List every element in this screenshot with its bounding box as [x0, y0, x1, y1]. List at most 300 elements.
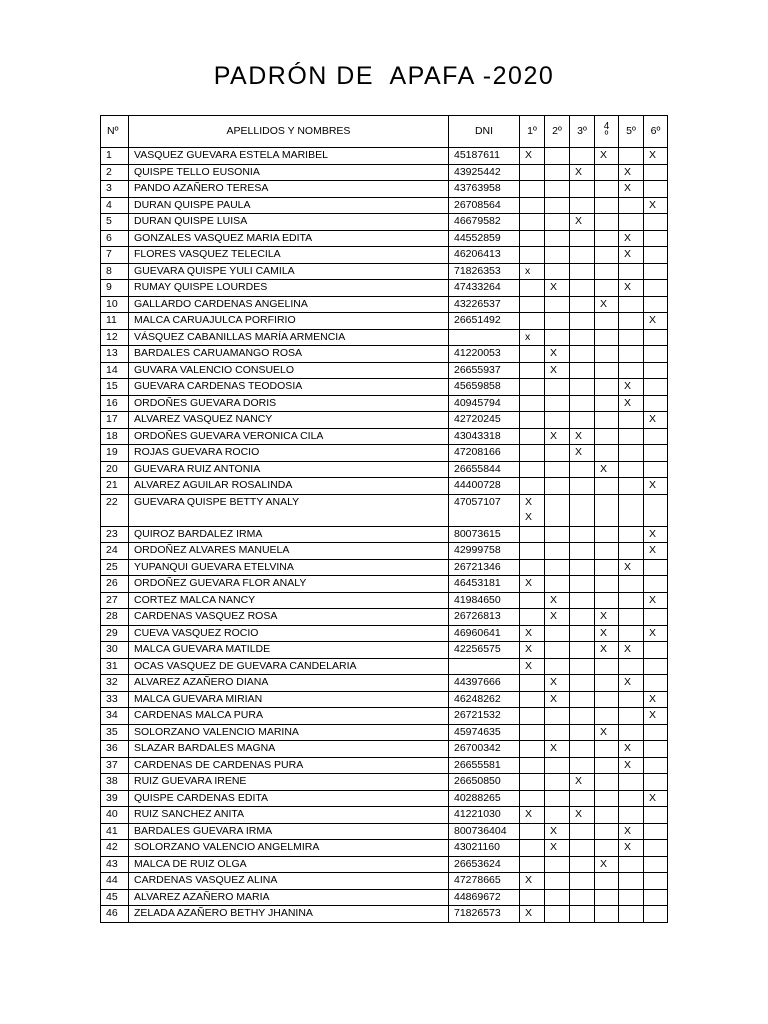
- row-number: 8: [101, 263, 129, 280]
- row-dni: 47057107: [449, 494, 520, 526]
- grade-4-mark: [595, 313, 619, 330]
- row-dni: 26721346: [449, 559, 520, 576]
- grade-3-mark: [570, 362, 595, 379]
- grade-5-mark: X: [619, 741, 644, 758]
- grade-1-mark: X: [520, 148, 545, 165]
- row-dni: 46453181: [449, 576, 520, 593]
- row-name: DURAN QUISPE PAULA: [129, 197, 449, 214]
- row-number: 4: [101, 197, 129, 214]
- grade-1-mark: [520, 724, 545, 741]
- row-number: 40: [101, 807, 129, 824]
- row-number: 13: [101, 346, 129, 363]
- grade-1-mark: [520, 774, 545, 791]
- row-name: ORDOÑES GUEVARA DORIS: [129, 395, 449, 412]
- grade-6-mark: [644, 445, 668, 462]
- row-dni: 47278665: [449, 873, 520, 890]
- grade-6-mark: [644, 362, 668, 379]
- grade-5-mark: X: [619, 559, 644, 576]
- table-row: [101, 164, 668, 181]
- row-name: GALLARDO CARDENAS ANGELINA: [129, 296, 449, 313]
- grade-5-mark: [619, 807, 644, 824]
- grade-1-mark: [520, 214, 545, 231]
- row-name: GUEVARA QUISPE YULI CAMILA: [129, 263, 449, 280]
- col-header-grade-2: 2º: [545, 116, 570, 148]
- grade-1-mark: [520, 478, 545, 495]
- grade-2-mark: X: [545, 823, 570, 840]
- grade-6-mark: X: [644, 478, 668, 495]
- grade-2-mark: [545, 559, 570, 576]
- row-name: SOLORZANO VALENCIO ANGELMIRA: [129, 840, 449, 857]
- grade-1-mark: [520, 280, 545, 297]
- grade-5-mark: [619, 296, 644, 313]
- grade-6-mark: [644, 807, 668, 824]
- grade-3-mark: X: [570, 774, 595, 791]
- row-dni: 41221030: [449, 807, 520, 824]
- grade-1-mark: [520, 362, 545, 379]
- table-row: [101, 247, 668, 264]
- grade-4-mark: [595, 873, 619, 890]
- grade-3-mark: [570, 263, 595, 280]
- table-row: [101, 280, 668, 297]
- grade-6-mark: [644, 395, 668, 412]
- row-dni: 26655937: [449, 362, 520, 379]
- grade-4-mark: [595, 592, 619, 609]
- grade-5-mark: [619, 576, 644, 593]
- grade-2-mark: [545, 774, 570, 791]
- grade-5-mark: [619, 658, 644, 675]
- row-number: 46: [101, 906, 129, 923]
- table-header: [101, 116, 668, 148]
- row-name: ROJAS GUEVARA ROCIO: [129, 445, 449, 462]
- grade-2-mark: [545, 181, 570, 198]
- grade-3-mark: [570, 313, 595, 330]
- grade-2-mark: X: [545, 675, 570, 692]
- grade-1-mark: [520, 823, 545, 840]
- grade-6-mark: [644, 214, 668, 231]
- grade-5-mark: [619, 148, 644, 165]
- row-number: 43: [101, 856, 129, 873]
- col-header-grade-5: 5º: [619, 116, 644, 148]
- grade-6-mark: [644, 757, 668, 774]
- table-row: [101, 412, 668, 429]
- grade-5-mark: [619, 329, 644, 346]
- grade-1-mark: [520, 741, 545, 758]
- grade-5-mark: X: [619, 181, 644, 198]
- table-row: [101, 840, 668, 857]
- grade-2-mark: [545, 478, 570, 495]
- table-body: [101, 148, 668, 923]
- grade-6-mark: [644, 296, 668, 313]
- row-dni: 44552859: [449, 230, 520, 247]
- grade-4-mark: [595, 280, 619, 297]
- row-number: 34: [101, 708, 129, 725]
- grade-3-mark: [570, 625, 595, 642]
- grade-4-mark: [595, 906, 619, 923]
- row-name: ALVAREZ AZAÑERO DIANA: [129, 675, 449, 692]
- row-dni: 26721532: [449, 708, 520, 725]
- row-name: ALVAREZ AZAÑERO MARIA: [129, 889, 449, 906]
- grade-6-mark: [644, 906, 668, 923]
- grade-4-mark: [595, 230, 619, 247]
- grade-2-mark: [545, 296, 570, 313]
- grade-5-mark: [619, 313, 644, 330]
- grade-2-mark: [545, 543, 570, 560]
- row-name: GUVARA VALENCIO CONSUELO: [129, 362, 449, 379]
- row-number: 20: [101, 461, 129, 478]
- grade-5-mark: [619, 691, 644, 708]
- row-number: 24: [101, 543, 129, 560]
- grade-3-mark: X: [570, 445, 595, 462]
- grade-2-mark: X: [545, 741, 570, 758]
- row-name: GONZALES VASQUEZ MARIA EDITA: [129, 230, 449, 247]
- row-number: 1: [101, 148, 129, 165]
- grade-3-mark: [570, 642, 595, 659]
- table-row: [101, 230, 668, 247]
- row-dni: 26650850: [449, 774, 520, 791]
- row-number: 25: [101, 559, 129, 576]
- padron-table: [100, 115, 668, 923]
- row-name: CUEVA VASQUEZ ROCIO: [129, 625, 449, 642]
- grade-2-mark: [545, 658, 570, 675]
- grade-6-mark: [644, 379, 668, 396]
- row-number: 38: [101, 774, 129, 791]
- grade-1-mark: [520, 461, 545, 478]
- grade-3-mark: [570, 889, 595, 906]
- row-name: MALCA GUEVARA MATILDE: [129, 642, 449, 659]
- col-header-grade-3: 3º: [570, 116, 595, 148]
- grade-4-mark: X: [595, 461, 619, 478]
- grade-5-mark: [619, 478, 644, 495]
- grade-2-mark: [545, 230, 570, 247]
- row-number: 27: [101, 592, 129, 609]
- grade-2-mark: [545, 790, 570, 807]
- grade-2-mark: [545, 724, 570, 741]
- grade-1-mark: X: [520, 642, 545, 659]
- grade-3-mark: [570, 840, 595, 857]
- row-number: 39: [101, 790, 129, 807]
- row-name: RUIZ SANCHEZ ANITA: [129, 807, 449, 824]
- grade-5-mark: X: [619, 164, 644, 181]
- row-number: 16: [101, 395, 129, 412]
- table-row: [101, 658, 668, 675]
- grade-4-mark: [595, 494, 619, 526]
- row-dni: [449, 329, 520, 346]
- row-dni: 42720245: [449, 412, 520, 429]
- row-number: 31: [101, 658, 129, 675]
- grade-1-mark: [520, 757, 545, 774]
- grade-1-mark: x: [520, 329, 545, 346]
- grade-3-mark: [570, 148, 595, 165]
- row-dni: 46248262: [449, 691, 520, 708]
- grade-4-mark: [595, 691, 619, 708]
- row-name: ALVAREZ AGUILAR ROSALINDA: [129, 478, 449, 495]
- grade-1-mark: [520, 346, 545, 363]
- grade-4-mark: [595, 741, 619, 758]
- grade-3-mark: [570, 181, 595, 198]
- grade-1-mark: [520, 559, 545, 576]
- row-dni: 26700342: [449, 741, 520, 758]
- grade-5-mark: [619, 873, 644, 890]
- grade-6-mark: X: [644, 625, 668, 642]
- grade-4-mark: [595, 708, 619, 725]
- grade-1-mark: [520, 856, 545, 873]
- grade-2-mark: X: [545, 592, 570, 609]
- grade-3-mark: [570, 724, 595, 741]
- grade-4-mark: [595, 362, 619, 379]
- grade-4-mark: [595, 247, 619, 264]
- row-number: 3: [101, 181, 129, 198]
- table-row: [101, 346, 668, 363]
- grade-4-mark: X: [595, 642, 619, 659]
- grade-4-mark: [595, 263, 619, 280]
- grade-1-mark: X: [520, 873, 545, 890]
- table-row: [101, 428, 668, 445]
- grade-1-mark: [520, 691, 545, 708]
- col-header-grade-4-top: 4: [603, 120, 610, 132]
- grade-5-mark: [619, 543, 644, 560]
- grade-1-mark: [520, 164, 545, 181]
- grade-5-mark: [619, 461, 644, 478]
- grade-1-mark: [520, 592, 545, 609]
- grade-3-mark: [570, 576, 595, 593]
- grade-4-mark: [595, 329, 619, 346]
- grade-4-mark: [595, 675, 619, 692]
- table-row: [101, 379, 668, 396]
- row-name: FLORES VASQUEZ TELECILA: [129, 247, 449, 264]
- table-row: [101, 543, 668, 560]
- row-number: 32: [101, 675, 129, 692]
- table-row: [101, 362, 668, 379]
- grade-2-mark: [545, 263, 570, 280]
- grade-5-mark: X: [619, 642, 644, 659]
- grade-4-mark: [595, 181, 619, 198]
- row-number: 36: [101, 741, 129, 758]
- row-name: ORDOÑEZ GUEVARA FLOR ANALY: [129, 576, 449, 593]
- grade-2-mark: [545, 412, 570, 429]
- grade-6-mark: [644, 461, 668, 478]
- grade-3-mark: [570, 856, 595, 873]
- grade-5-mark: X: [619, 840, 644, 857]
- grade-5-mark: [619, 774, 644, 791]
- row-name: ZELADA AZAÑERO BETHY JHANINA: [129, 906, 449, 923]
- table-row: [101, 395, 668, 412]
- table-row: [101, 313, 668, 330]
- grade-5-mark: [619, 790, 644, 807]
- table-row: [101, 807, 668, 824]
- grade-6-mark: [644, 559, 668, 576]
- table-row: [101, 675, 668, 692]
- row-dni: 26655844: [449, 461, 520, 478]
- grade-6-mark: [644, 642, 668, 659]
- grade-1-mark: [520, 790, 545, 807]
- row-dni: 43043318: [449, 428, 520, 445]
- grade-5-mark: [619, 494, 644, 526]
- grade-1-mark: [520, 379, 545, 396]
- table-row: [101, 790, 668, 807]
- grade-4-mark: [595, 526, 619, 543]
- page-title: PADRÓN DE APAFA -2020: [213, 62, 555, 90]
- table-row: [101, 757, 668, 774]
- grade-1-mark: [520, 708, 545, 725]
- row-dni: 43763958: [449, 181, 520, 198]
- grade-2-mark: [545, 164, 570, 181]
- grade-5-mark: [619, 889, 644, 906]
- grade-1-mark: X X: [520, 494, 545, 526]
- col-header-num: Nº: [101, 116, 129, 148]
- table-row: [101, 823, 668, 840]
- grade-1-mark: [520, 675, 545, 692]
- grade-4-mark: [595, 757, 619, 774]
- row-number: 11: [101, 313, 129, 330]
- table-row: [101, 214, 668, 231]
- row-name: RUIZ GUEVARA IRENE: [129, 774, 449, 791]
- row-number: 23: [101, 526, 129, 543]
- row-number: 9: [101, 280, 129, 297]
- grade-2-mark: [545, 889, 570, 906]
- grade-2-mark: X: [545, 691, 570, 708]
- grade-1-mark: [520, 428, 545, 445]
- row-name: YUPANQUI GUEVARA ETELVINA: [129, 559, 449, 576]
- grade-4-mark: [595, 164, 619, 181]
- row-dni: 40945794: [449, 395, 520, 412]
- grade-6-mark: [644, 675, 668, 692]
- grade-4-mark: [595, 790, 619, 807]
- grade-1-mark: [520, 412, 545, 429]
- table-row: [101, 873, 668, 890]
- row-name: ORDOÑEZ ALVARES MANUELA: [129, 543, 449, 560]
- grade-2-mark: X: [545, 280, 570, 297]
- grade-6-mark: [644, 823, 668, 840]
- grade-3-mark: [570, 790, 595, 807]
- table-row: [101, 494, 668, 526]
- grade-6-mark: X: [644, 197, 668, 214]
- table-row: [101, 889, 668, 906]
- row-dni: 43226537: [449, 296, 520, 313]
- row-name: VASQUEZ GUEVARA ESTELA MARIBEL: [129, 148, 449, 165]
- grade-4-mark: X: [595, 148, 619, 165]
- row-name: BARDALES GUEVARA IRMA: [129, 823, 449, 840]
- table-row: [101, 592, 668, 609]
- grade-5-mark: [619, 445, 644, 462]
- grade-1-mark: [520, 296, 545, 313]
- row-dni: 41220053: [449, 346, 520, 363]
- col-header-name: APELLIDOS Y NOMBRES: [129, 116, 449, 148]
- grade-4-mark: [595, 428, 619, 445]
- row-dni: 43925442: [449, 164, 520, 181]
- row-number: 45: [101, 889, 129, 906]
- row-dni: 42999758: [449, 543, 520, 560]
- table-row: [101, 148, 668, 165]
- row-dni: 80073615: [449, 526, 520, 543]
- col-header-grade-6: 6º: [644, 116, 668, 148]
- grade-2-mark: X: [545, 362, 570, 379]
- grade-4-mark: [595, 658, 619, 675]
- grade-4-mark: [595, 840, 619, 857]
- grade-2-mark: X: [545, 609, 570, 626]
- grade-3-mark: [570, 461, 595, 478]
- row-name: ORDOÑES GUEVARA VERONICA CILA: [129, 428, 449, 445]
- table-row: [101, 625, 668, 642]
- row-name: MALCA GUEVARA MIRIAN: [129, 691, 449, 708]
- grade-5-mark: X: [619, 247, 644, 264]
- grade-4-mark: X: [595, 296, 619, 313]
- row-dni: 71826353: [449, 263, 520, 280]
- grade-3-mark: [570, 906, 595, 923]
- grade-4-mark: [595, 889, 619, 906]
- row-number: 12: [101, 329, 129, 346]
- grade-2-mark: X: [545, 428, 570, 445]
- row-name: CARDENAS VASQUEZ ALINA: [129, 873, 449, 890]
- table-row: [101, 478, 668, 495]
- grade-3-mark: [570, 478, 595, 495]
- row-number: 28: [101, 609, 129, 626]
- grade-2-mark: [545, 807, 570, 824]
- grade-5-mark: [619, 346, 644, 363]
- row-name: GUEVARA RUIZ ANTONIA: [129, 461, 449, 478]
- grade-3-mark: [570, 280, 595, 297]
- row-number: 17: [101, 412, 129, 429]
- grade-5-mark: [619, 263, 644, 280]
- row-name: OCAS VASQUEZ DE GUEVARA CANDELARIA: [129, 658, 449, 675]
- row-number: 37: [101, 757, 129, 774]
- table-row: [101, 609, 668, 626]
- grade-4-mark: X: [595, 724, 619, 741]
- grade-6-mark: [644, 346, 668, 363]
- row-dni: 800736404: [449, 823, 520, 840]
- table-row: [101, 263, 668, 280]
- row-name: RUMAY QUISPE LOURDES: [129, 280, 449, 297]
- row-dni: 46206413: [449, 247, 520, 264]
- grade-2-mark: [545, 214, 570, 231]
- grade-1-mark: [520, 197, 545, 214]
- grade-3-mark: [570, 592, 595, 609]
- grade-6-mark: [644, 724, 668, 741]
- grade-3-mark: [570, 691, 595, 708]
- grade-4-mark: [595, 197, 619, 214]
- grade-5-mark: [619, 214, 644, 231]
- grade-1-mark: [520, 889, 545, 906]
- grade-1-mark: [520, 445, 545, 462]
- grade-6-mark: X: [644, 313, 668, 330]
- grade-2-mark: [545, 856, 570, 873]
- grade-1-mark: [520, 181, 545, 198]
- grade-4-mark: [595, 379, 619, 396]
- grade-2-mark: [545, 873, 570, 890]
- row-name: VÁSQUEZ CABANILLAS MARÍA ARMENCIA: [129, 329, 449, 346]
- row-name: SOLORZANO VALENCIO MARINA: [129, 724, 449, 741]
- grade-3-mark: [570, 197, 595, 214]
- grade-2-mark: [545, 148, 570, 165]
- row-number: 30: [101, 642, 129, 659]
- table-row: [101, 197, 668, 214]
- grade-6-mark: X: [644, 526, 668, 543]
- grade-3-mark: X: [570, 164, 595, 181]
- table-row: [101, 642, 668, 659]
- grade-6-mark: [644, 873, 668, 890]
- row-name: SLAZAR BARDALES MAGNA: [129, 741, 449, 758]
- grade-6-mark: [644, 774, 668, 791]
- grade-2-mark: X: [545, 840, 570, 857]
- row-number: 33: [101, 691, 129, 708]
- table-row: [101, 691, 668, 708]
- grade-4-mark: [595, 395, 619, 412]
- grade-3-mark: [570, 412, 595, 429]
- grade-5-mark: [619, 526, 644, 543]
- grade-6-mark: [644, 230, 668, 247]
- grade-3-mark: X: [570, 807, 595, 824]
- row-number: 2: [101, 164, 129, 181]
- grade-4-mark: [595, 774, 619, 791]
